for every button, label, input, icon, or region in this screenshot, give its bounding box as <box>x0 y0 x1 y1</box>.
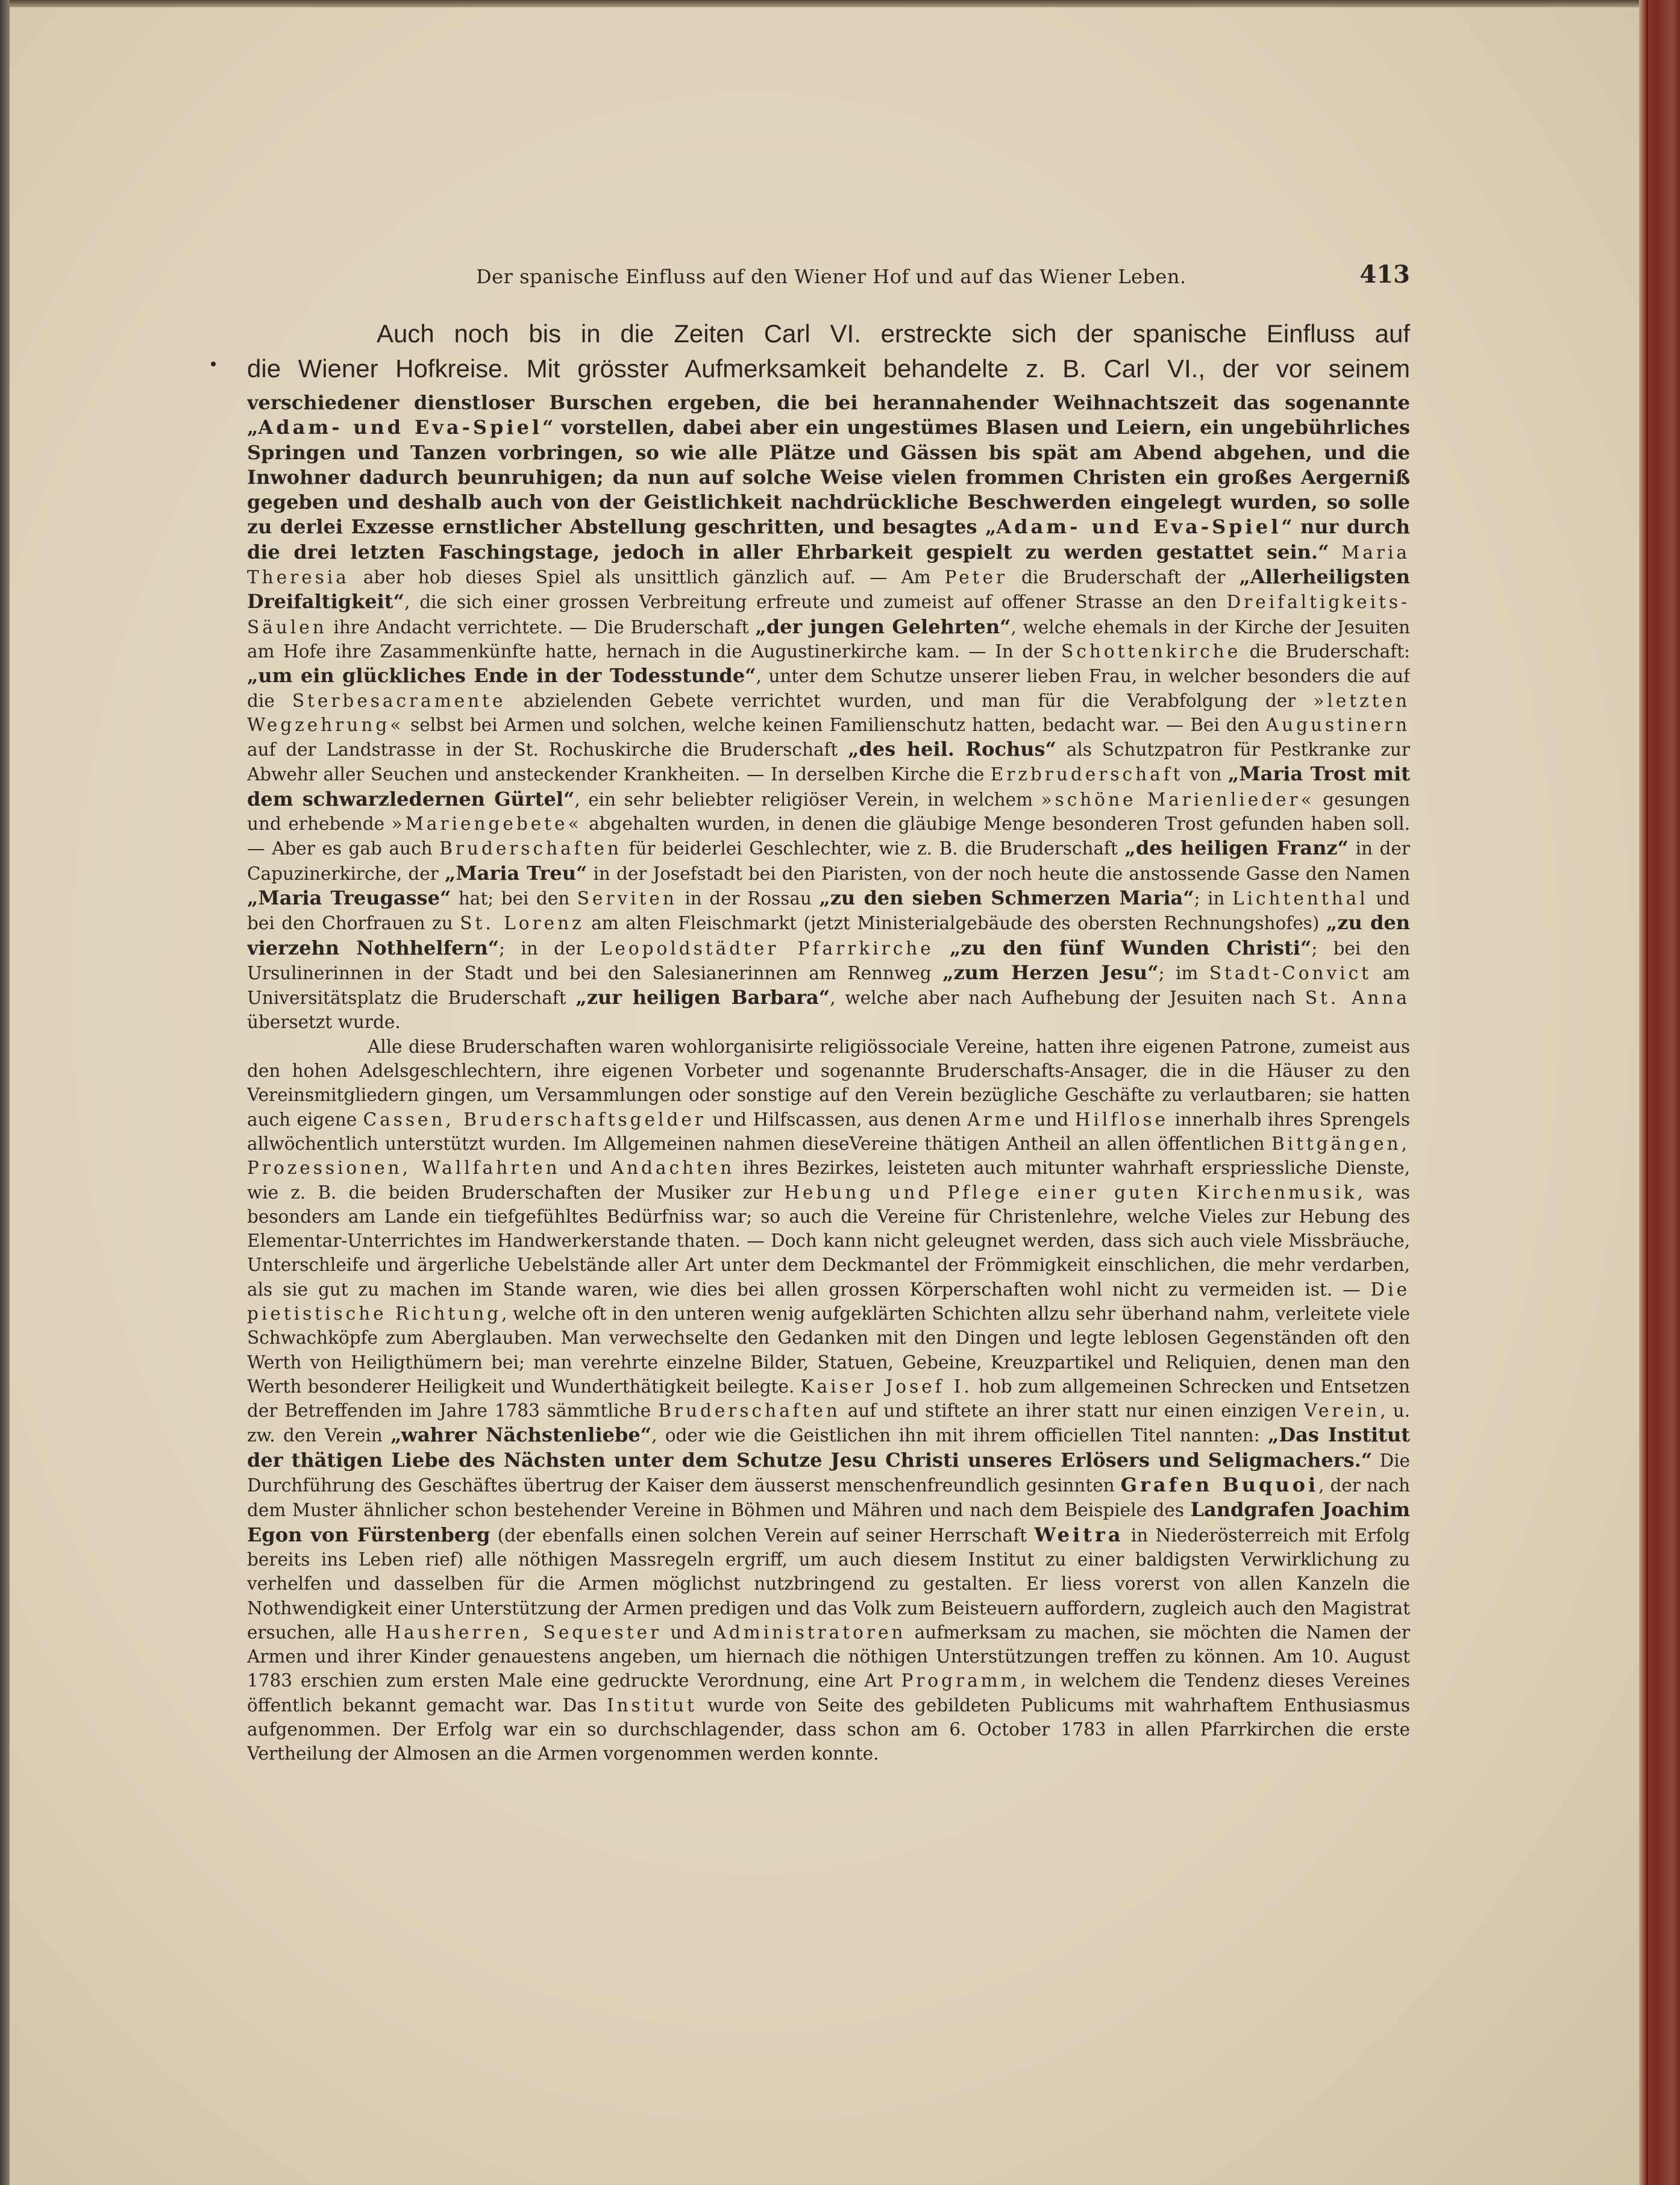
paragraph-vereine <box>247 1035 1410 1766</box>
text-run: am alten Fleischmarkt (jetzt Ministerialgebäude des obersten Rechnungshofes) <box>591 913 1320 934</box>
body-text <box>247 390 1410 1849</box>
fraktur-name: „wahrer Nächstenliebe“ <box>390 1423 652 1447</box>
text-run: , was besonders am Lande ein tiefgefühltes Bedürfniss war; so auch die Vereine für Christenlehre, welche Vieles zur Hebung des Elementar-Unterrichtes im Handwerkerstande thaten. — Doch kann nicht geleugnet werden, dass sich auch viele Missbräuche, Unterschleife und ärgerliche Uebelstände aller Art unter dem Deckmantel der Frömmigkeit einschlichen, die mehr verdarben, als sie gut zu machen im Stande waren, wie dies bei allen grossen Körperschaften wohl nicht zu vermeiden ist. — <box>247 1182 1410 1300</box>
spaced-name: St. Lorenz <box>460 913 585 934</box>
text-run: und <box>670 1622 705 1643</box>
text-run: (der ebenfalls einen solchen Verein auf seiner Herrschaft <box>497 1525 1027 1546</box>
paragraph-bruderschaften <box>247 390 1410 1035</box>
text-run: und Hilfscassen, aus denen <box>712 1109 961 1130</box>
fraktur-name: „Maria Treugasse“ <box>247 886 451 909</box>
spaced-name: Stadt-Convict <box>1209 962 1371 983</box>
spaced-name: Dreifaltigkeits-Säulen <box>247 592 1410 638</box>
text-run: ihres Bezirkes, leisteten auch mitunter wahrhaft erspriessliche Dienste, wie z. B. die beiden Bruderschaften der Musiker zur <box>247 1158 1410 1203</box>
text-run: , welche aber nach Aufhebung der Jesuiten nach <box>830 988 1296 1009</box>
text-run: auf und stiftete an ihrer statt nur einen einzigen <box>847 1400 1297 1422</box>
spaced-name: Schottenkirche <box>1061 641 1241 662</box>
fraktur-name: Landgrafen Joachim Egon von Fürstenberg <box>247 1498 1410 1546</box>
fraktur-name: „Das Institut der thätigen Liebe des Nächsten unter dem Schutze Jesu Christi unseres Erlösers und Seligmachers.“ <box>247 1423 1410 1472</box>
fraktur-name: „des heiligen Franz“ <box>1124 836 1349 860</box>
text-run: ; in <box>1194 888 1225 909</box>
text-run: , oder wie die Geistlichen ihn mit ihrem officiellen Titel nannten: <box>651 1425 1260 1446</box>
spaced-name: Programm <box>901 1670 1021 1691</box>
text-run: , u. zw. den Verein <box>247 1400 1410 1446</box>
text-run: , welche ehemals in der Kirche der Jesuiten am Hofe ihre Zasammenkünfte hatte, hernach in die Augustinerkirche kam. — In der <box>247 616 1410 662</box>
text-run: in der Rossau <box>685 888 812 909</box>
text-run: , ein sehr beliebter religiöser Verein, in welchem <box>574 789 1033 810</box>
spaced-name: »schöne Marienlieder« <box>1041 789 1315 810</box>
fraktur-name: „des heil. Rochus“ <box>848 738 1056 761</box>
emphasis: Adam- und Eva-Spiel <box>258 416 543 439</box>
spaced-name: Kaiser Josef I. <box>800 1376 973 1397</box>
text-run: auf der Landstrasse in der St. Rochuskirche die Bruderschaft <box>247 739 838 760</box>
spaced-name: Leopoldstädter Pfarrkirche <box>600 938 934 959</box>
margin-mark <box>211 362 216 366</box>
fraktur-name: „zur heiligen Barbara“ <box>575 986 830 1009</box>
text-run: abgehalten wurden, in denen die gläubige Menge besonderen Trost gefunden haben soll. — Aber es gab auch <box>247 813 1410 859</box>
text-run: ; bei den Ursulinerinnen in der Stadt und bei den Salesianerinnen am Rennweg <box>247 938 1410 983</box>
spaced-name: Augustinern <box>1265 714 1410 735</box>
fraktur-name: „Maria Treu“ <box>444 861 588 885</box>
fraktur-name: „Allerheiligsten Dreifaltigkeit“ <box>247 565 1410 613</box>
text-run: am Universitätsplatz die Bruderschaft <box>247 962 1410 1009</box>
text-run: in Niederösterreich mit Erfolg bereits ins Leben rief) alle nöthigen Massregeln ergriff, um auch diesem Institut zu einer baldigsten Verwirklichung zu verhelfen und dasselben für die Armen möglichst nutzbringend zu gestalten. Er liess vorerst von allen Kanzeln die Nothwendigkeit einer Unterstützung der Armen predigen und das Volk zum Beisteuern auffordern, zugleich auch den Magistrat ersuchen, alle <box>247 1525 1410 1643</box>
book-cover-edge-right <box>1639 0 1680 2185</box>
spaced-name: Bittgängen, Prozessionen, Wallfahrten <box>247 1133 1410 1179</box>
fraktur-name: „Maria Trost mit dem schwarzledernen Gürtel“ <box>247 762 1410 810</box>
spaced-name: Hausherren, Sequester <box>385 1622 662 1643</box>
page-number: 413 <box>1359 260 1410 289</box>
intro-line-2: die Wiener Hofkreise. Mit grösster Aufmerksamkeit behandelte z. B. Carl VI., der vor seinem <box>247 354 1410 383</box>
text-run: Die Durchführung des Geschäftes übertrug der Kaiser dem äusserst menschenfreundlich gesinnten <box>247 1450 1410 1496</box>
intro-paragraph <box>247 316 1410 386</box>
spaced-name: Institut <box>607 1694 697 1716</box>
text-run: die Bruderschaft der <box>1021 567 1226 588</box>
spaced-name: Maria Theresia <box>247 542 1410 588</box>
text-run: als Schutzpatron für Pestkranke zur Abwehr aller Seuchen und ansteckender Krankheiten. — In derselben Kirche die <box>247 739 1410 785</box>
spaced-name: Lichtenthal <box>1232 888 1368 909</box>
fraktur-name: „zu den fünf Wunden Christi“ <box>950 936 1312 959</box>
top-page-edge <box>0 0 1680 7</box>
text-run: hob zum allgemeinen Schrecken und Entsetzen der Betreffenden im Jahre 1783 sämmtliche <box>247 1376 1410 1422</box>
text-run: und bei den Chorfrauen zu <box>247 888 1410 934</box>
quoted-decree: “ vorstellen, dabei aber ein ungestümes Blasen und Leiern, ein ungebührliches Springen und Tanzen vorbringen, so wie alle Plätze und Gässen bis spät am Abend abgehen, und die Inwohner dadurch beunruhigen; da nun auf solche Weise vielen frommen Christen ein großes Aergerniß gegeben und deshalb auch von der Geistlichkeit nachdrückliche Beschwerden eingelegt wurden, so solle zu derlei Exzesse ernstlicher Abstellung geschritten, und besagtes „ <box>247 416 1410 539</box>
text-run: , in welchem die Tendenz dieses Vereines öffentlich bekannt gemacht war. Das <box>247 1670 1410 1716</box>
spaced-name: »letzten Wegzehrung« <box>247 690 1410 735</box>
running-head: Der spanische Einfluss auf den Wiener Hof und auf das Wiener Leben. <box>476 265 1186 288</box>
text-run: , welche oft in den unteren wenig aufgeklärten Schichten allzu sehr überhand nahm, verleitete viele Schwachköpfe zum Aberglauben. Man verwechselte den Gedanken mit den Dingen und legte leblosen Gegenständen oft den Werth von Heiligthümern bei; man verehrte einzelne Bilder, Statuen, Gebeine, Kreuzpartikel und Reliquien, denen man den Werth besonderer Heiligkeit und Wunderthätigkeit beilegte. <box>247 1303 1410 1397</box>
text-run: in der Capuzinerkirche, der <box>247 838 1410 884</box>
emphasis: Adam- und Eva-Spiel <box>996 515 1282 539</box>
spaced-name: Erzbruderschaft <box>990 764 1183 785</box>
spaced-name: St. Anna <box>1305 988 1410 1009</box>
text-run: ; im <box>1158 962 1199 983</box>
spaced-name: Arme <box>967 1109 1029 1130</box>
text-run: ; in der <box>499 938 585 959</box>
text-run: ihre Andacht verrichtete. — Die Bruderschaft <box>333 616 749 638</box>
fraktur-name: „zu den vierzehn Nothhelfern“ <box>247 911 1410 959</box>
text-run: , unter dem Schutze unserer lieben Frau, in welcher besonders die auf die <box>247 666 1410 711</box>
text-run: die Bruderschaft: <box>1249 641 1410 662</box>
spaced-name: Cassen, Bruderschaftsgelder <box>363 1109 706 1130</box>
text-run: abzielenden Gebete verrichtet wurden, und man für die Verabfolgung der <box>523 690 1296 711</box>
text-run: Alle diese Bruderschaften waren wohlorganisirte religiössociale Vereine, hatten ihre eigenen Patrone, zumeist aus den hohen Adelsgeschlechtern, ihre eigenen Vorbeter und sogenannte Bruderschafts-Ansager, die in die Häuser zu den Vereinsmitgliedern gingen, um Versammlungen oder sonstige auf den Verein bezügliche Geschäfte zu verlautbaren; sie hatten auch eigene <box>247 1036 1410 1130</box>
spaced-name: Serviten <box>577 888 677 909</box>
text-run: übersetzt wurde. <box>247 1012 401 1033</box>
binding-edge-left <box>0 0 10 2185</box>
spaced-name: Peter <box>944 567 1008 588</box>
text-run: , die sich einer grossen Verbreitung erfreute und zumeist auf offener Strasse an den <box>404 592 1217 613</box>
quoted-decree: “ nur durch die drei letzten Faschingstage, jedoch in aller Ehrbarkeit gespielt zu werden gestattet sein.“ <box>247 515 1410 563</box>
fraktur-name: „der jungen Gelehrten“ <box>755 615 1011 638</box>
spaced-name: Administratoren <box>713 1622 906 1643</box>
spaced-name: Die pietistische Richtung <box>247 1279 1410 1324</box>
spaced-name: Andachten <box>610 1158 735 1179</box>
text-run: aufmerksam zu machen, sie möchten die Namen der Armen und ihrer Kinder genauestens angeben, um hiernach die nöthigen Unterstützungen treffen zu können. Am 10. August 1783 erschien zum ersten Male eine gedruckte Verordnung, eine Art <box>247 1622 1410 1691</box>
spaced-name: Bruderschaften <box>439 838 622 859</box>
text-run: von <box>1189 764 1222 785</box>
intro-line-1: Auch noch bis in die Zeiten Carl VI. erstreckte sich der spanische Einfluss auf <box>377 319 1410 348</box>
text-run: und <box>568 1158 603 1179</box>
fraktur-name: „um ein glückliches Ende in der Todesstunde“ <box>247 664 756 688</box>
spaced-name: »Mariengebete« <box>391 813 582 835</box>
text-run: innerhalb ihres Sprengels allwöchentlich unterstützt wurden. Im Allgemeinen nahmen dieseVereine thätigen Antheil an allen öffentlichen <box>247 1109 1410 1154</box>
quoted-decree: verschiedener dienstloser Burschen ergeben, die bei herannahender Weihnachtszeit das sogenannte „ <box>247 391 1410 439</box>
text-run: hat; bei den <box>458 888 570 909</box>
text-run: gesungen und erhebende <box>247 789 1410 835</box>
text-run: und <box>1034 1109 1069 1130</box>
spaced-name: Sterbesacramente <box>292 690 506 711</box>
fraktur-name: „zum Herzen Jesu“ <box>942 961 1159 984</box>
fraktur-name: Grafen Buquoi <box>1120 1473 1319 1497</box>
text-run: in der Josefstadt bei den Piaristen, von der noch heute die anstossende Gasse den Namen <box>593 863 1410 884</box>
spaced-name: Hebung und Pflege einer guten Kirchenmusik <box>784 1182 1358 1203</box>
spaced-name: Bruderschaften <box>658 1400 841 1422</box>
text-run: , der nach dem Muster ähnlicher schon bestehender Vereine in Böhmen und Mähren und nach dem Beispiele des <box>247 1475 1410 1521</box>
spaced-name: Verein <box>1304 1400 1381 1422</box>
fraktur-name: Weitra <box>1034 1523 1124 1546</box>
text-run: selbst bei Armen und solchen, welche keinen Familienschutz hatten, bedacht war. — Bei den <box>410 714 1259 735</box>
fraktur-name: „zu den sieben Schmerzen Maria“ <box>819 886 1194 909</box>
text-run: für beiderlei Geschlechter, wie z. B. die Bruderschaft <box>628 838 1118 859</box>
page-header <box>476 260 1410 296</box>
spaced-name: Hilflose <box>1074 1109 1169 1130</box>
text-run: aber hob dieses Spiel als unsittlich gänzlich auf. — Am <box>363 567 931 588</box>
text-run: wurde von Seite des gebildeten Publicums mit wahrhaftem Enthusiasmus aufgenommen. Der Erfolg war ein so durchschlagender, dass schon am 6. October 1783 in allen Pfarrkirchen die erste Vertheilung der Almosen an die Armen vorgenommen werden konnte. <box>247 1694 1410 1764</box>
